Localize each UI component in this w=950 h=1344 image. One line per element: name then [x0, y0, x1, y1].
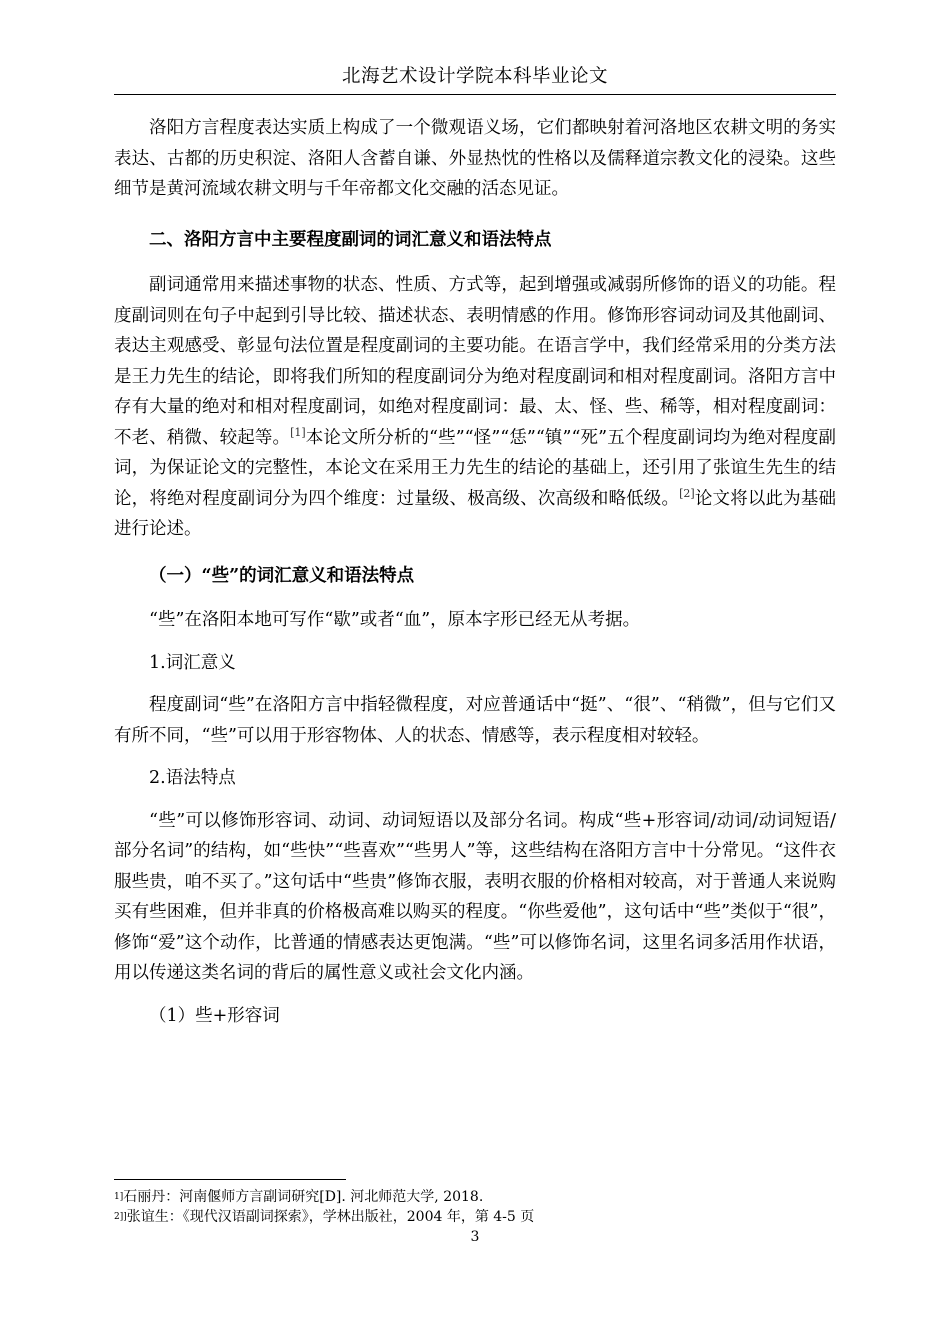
- subheading-grammar: 2.语法特点: [149, 768, 236, 788]
- footnote-ref-1[interactable]: [1]: [290, 425, 306, 439]
- footnote-divider: [114, 1179, 346, 1180]
- paragraph-text: 本论文所分析的“些”“怪”“恁”“镇”“死”五个程度副词均为绝对程度副词，为保证论文的完整性，本论文在采用王力先生的结论的基础上，还引用了张谊生先生的结论，将绝对程度副词分为四个维度：过量级、极高级、次高级和略低级。: [114, 427, 837, 509]
- subheading-xie-adjective: （1）些+形容词: [149, 1005, 280, 1026]
- section-heading: 二、洛阳方言中主要程度副词的词汇意义和语法特点: [149, 229, 552, 250]
- footnote-text: 石丽丹：河南偃师方言副词研究[D]. 河北师范大学, 2018.: [123, 1189, 484, 1205]
- body-text: [114, 113, 836, 1043]
- paragraph-lexical-meaning: 程度副词“些”在洛阳方言中指轻微程度，对应普通话中“挺”、“很”、“稍微”，但与它们又有所不同，“些”可以用于形容物体、人的状态、情感等，表示程度相对较轻。: [114, 695, 836, 746]
- header-title: 北海艺术设计学院本科毕业论文: [341, 66, 608, 87]
- footnote-text: 张谊生：《现代汉语副词探索》，学林出版社，2004 年，第 4-5 页: [126, 1209, 535, 1225]
- subsection-heading: （一）“些”的词汇意义和语法特点: [149, 565, 415, 586]
- page-number: 3: [470, 1229, 480, 1245]
- paragraph-text: 论文将以此为基础进行论述。: [114, 488, 836, 539]
- subheading-lexical-meaning: 1.词汇意义: [149, 652, 236, 673]
- footnote-mark: 1]: [114, 1192, 124, 1202]
- footnote-ref-2[interactable]: [2]: [679, 486, 695, 500]
- paragraph-text: 副词通常用来描述事物的状态、性质、方式等，起到增强或减弱所修饰的语义的功能。程度副词则在句子中起到引导比较、描述状态、表明情感的作用。修饰形容词动词及其他副词、表达主观感受、彰显句法位置是程度副词的主要功能。在语言学中，我们经常采用的分类方法是王力先生的结论，即将我们所知的程度副词分为绝对程度副词和相对程度副词。洛阳方言中存有大量的绝对和相对程度副词，如绝对程度副词：最、太、怪、些、稀等，相对程度副词：不老、稍微、较起等。: [114, 275, 836, 448]
- paragraph-adverb-overview: [114, 270, 836, 545]
- footnote-2: [114, 1208, 534, 1226]
- paragraph-grammar: “些”可以修饰形容词、动词、动词短语以及部分名词。构成“些+形容词/动词/动词短语/部分名词”的结构，如“些快”“些喜欢”“些男人”等，这些结构在洛阳方言中十分常见。“这件衣服些贵，咱不买了。”这句话中“些贵”修饰衣服，表明衣服的价格相对较高，对于普通人来说购买有些困难，但并非真的价格极高难以购买的程度。“你些爱他”，这句话中“些”类似于“很”，修饰“爱”这个动作，比普通的情感表达更饱满。“些”可以修饰名词，这里名词多活用作状语，用以传递这类名词的背后的属性意义或社会文化内涵。: [114, 810, 836, 983]
- page-header: [114, 64, 836, 95]
- footnote-mark: 2]]: [114, 1212, 127, 1222]
- footnote-1: [114, 1188, 483, 1206]
- paragraph-intro: 洛阳方言程度表达实质上构成了一个微观语义场，它们都映射着河洛地区农耕文明的务实表达、古都的历史积淀、洛阳人含蓄自谦、外显热忱的性格以及儒释道宗教文化的浸染。这些细节是黄河流域农耕文明与千年帝都文化交融的活态见证。: [114, 118, 836, 199]
- paragraph-xie-form: “些”在洛阳本地可写作“歇”或者“血”，原本字形已经无从考据。: [149, 610, 641, 630]
